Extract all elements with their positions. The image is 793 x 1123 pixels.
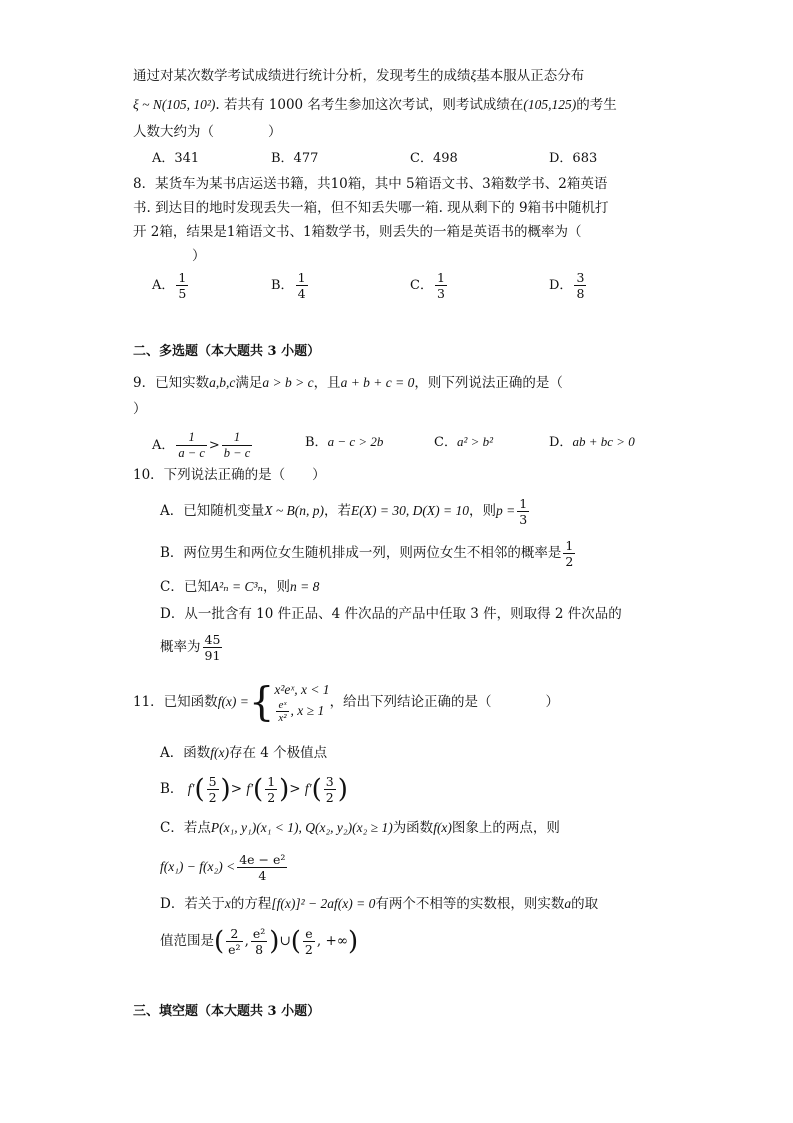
q10-a-t1: A．已知随机变量 <box>160 503 265 519</box>
den: 8 <box>255 942 264 957</box>
q8-option-d <box>549 270 588 301</box>
q10-c-t1: C．已知 <box>160 579 211 595</box>
q10-a-fraction <box>517 496 529 527</box>
q8-option-a <box>152 270 190 301</box>
q8-option-c <box>410 270 449 301</box>
q9-t3: ，且 <box>313 375 341 391</box>
q9-option-c <box>434 432 493 453</box>
q9-cond1: a > b > c <box>262 375 314 390</box>
q11-c-math: P(x₁, y₁)(x₁ < 1), Q(x₂, y₂)(x₂ ≥ 1) <box>210 820 393 835</box>
q8-a-label: A． <box>152 278 175 293</box>
q11-b-label: B． <box>160 781 184 797</box>
den: 3 <box>436 286 445 301</box>
num: 45 <box>204 632 221 647</box>
q11-d-a: a <box>564 896 572 911</box>
q8-d-fraction <box>574 270 586 301</box>
q10-option-d-line2 <box>160 632 224 663</box>
q11-d-t3: 有两个不相等的实数根，则实数 <box>375 896 565 912</box>
num: 4e − e² <box>239 852 286 867</box>
q9-a-label: A． <box>152 438 175 453</box>
q7-option-b: B．477 <box>271 151 319 166</box>
num: 1 <box>436 270 445 285</box>
q7-text: 通过对某次数学考试成绩进行统计分析，发现考生的成绩 <box>133 68 471 84</box>
q11-c-t3: 图象上的两点，则 <box>451 820 560 836</box>
q11-case2-frac <box>276 699 288 724</box>
q11-d-frac1 <box>226 926 242 957</box>
q9-c-label: C． <box>434 435 457 450</box>
paren-open: ( <box>290 926 301 957</box>
q8-line3: 开 2箱，结果是1箱语文书、1箱数学书，则丢失的一箱是英语书的概率为（ <box>133 224 582 240</box>
den: 8 <box>576 286 585 301</box>
q8-c-fraction <box>435 270 447 301</box>
q9-line2: ） <box>133 401 147 417</box>
den: x² <box>278 712 287 724</box>
q8-b-fraction <box>296 270 308 301</box>
q11-d-frac2 <box>251 926 267 957</box>
q11-fx: f(x) = <box>217 694 249 709</box>
num: 1 <box>176 430 206 446</box>
q11-option-d-line1 <box>160 894 598 914</box>
q11-c-fraction <box>237 852 287 883</box>
num: 1 <box>178 270 187 285</box>
den: 91 <box>204 648 221 663</box>
den: a − c <box>178 446 205 460</box>
q11-b-frac2 <box>265 774 277 805</box>
q9-d-math: ab + bc > 0 <box>572 434 635 449</box>
den: 2 <box>304 942 313 957</box>
num: eˣ <box>276 699 288 712</box>
q9-t2: 满足 <box>235 375 263 391</box>
q7-text2: . 若共有 1000 名考生参加这次考试，则考试成绩在 <box>215 97 524 113</box>
q7-line2 <box>133 95 617 115</box>
q8-c-label: C． <box>410 278 433 293</box>
q9-option-d <box>549 432 635 453</box>
q10-option-a <box>160 496 531 527</box>
q8-a-fraction <box>176 270 188 301</box>
q10-stem: 10．下列说法正确的是（ ） <box>133 467 326 483</box>
q8-d-label: D． <box>549 278 573 293</box>
q11-b-frac1 <box>207 774 219 805</box>
paren-open: ( <box>311 774 322 805</box>
paren-close: ) <box>337 774 348 805</box>
num: 1 <box>565 538 574 553</box>
q10-a-m3: p = <box>496 503 516 518</box>
q10-a-t3: ，则 <box>469 503 496 519</box>
q11-cases <box>274 681 329 724</box>
q10-option-d-line1: D．从一批含有 10 件正品、4 件次品的产品中任取 3 件，则取得 2 件次品的 <box>160 606 622 622</box>
q11-stem <box>133 672 559 732</box>
q7-interval: (105,125) <box>523 97 577 112</box>
q7-option-c: C．498 <box>410 151 458 166</box>
q11-c-t1: C．若点 <box>160 820 211 836</box>
q8-line1: 8．某货车为某书店运送书籍，共10箱，其中 5箱语文书、3箱数学书、2箱英语 <box>133 176 608 192</box>
q11-d-t2: 的方程 <box>230 896 272 912</box>
q10-a-t2: ，若 <box>324 503 352 519</box>
q8-b-label: B． <box>271 278 294 293</box>
num: 3 <box>325 774 334 789</box>
den: 4 <box>258 868 267 883</box>
num: 1 <box>519 496 528 511</box>
comma: , <box>244 933 249 949</box>
q11-d-math: [f(x)]² − 2af(x) = 0 <box>271 896 376 911</box>
num: 1 <box>267 774 276 789</box>
q11-t2: ，给出下列结论正确的是（ ） <box>329 694 560 710</box>
den: 4 <box>297 286 306 301</box>
gt: > <box>289 781 301 797</box>
q11-brace: { <box>248 679 275 726</box>
q9-a-gt: > <box>208 438 220 453</box>
den: 2 <box>565 554 574 569</box>
q8-line4: ） <box>192 248 206 264</box>
den: 2 <box>267 790 276 805</box>
q11-a-t2: 存在 4 个极值点 <box>228 745 328 761</box>
section-2-heading: 二、多选题（本大题共 3 小题） <box>133 344 321 359</box>
den: e² <box>228 942 241 957</box>
den: 3 <box>519 512 528 527</box>
q9-a-right-fraction <box>222 430 252 461</box>
num: 1 <box>222 430 252 446</box>
q11-b-frac3 <box>324 774 336 805</box>
q9-t4: ，则下列说法正确的是（ <box>414 375 563 391</box>
paren-close: ) <box>279 774 290 805</box>
q9-vars: a,b,c <box>209 375 236 390</box>
q11-a-math: f(x) <box>210 745 229 760</box>
q11-case2 <box>274 699 329 724</box>
q8-line2: 书. 到达目的地时发现丢失一箱，但不知丢失哪一箱. 现从剩下的 9箱书中随机打 <box>133 200 609 216</box>
q11-d-inf: , +∞ <box>316 933 349 949</box>
q7-xi: ξ <box>470 68 477 83</box>
q11-option-c-line2 <box>160 852 289 883</box>
q10-option-b <box>160 538 577 569</box>
q11-option-a <box>160 743 327 763</box>
q7-text3: 人数大约为（ ） <box>133 124 282 140</box>
q11-case1: x²eˣ, x < 1 <box>274 682 330 697</box>
paren-open: ( <box>214 926 225 957</box>
q10-a-m1: X ~ B(n, p) <box>264 503 325 518</box>
q9-b-math: a − c > 2b <box>327 434 384 449</box>
den: 5 <box>178 286 187 301</box>
den: 2 <box>325 790 334 805</box>
q10-c-math2: n = 8 <box>290 579 320 594</box>
paren-close: ) <box>269 926 280 957</box>
q11-option-c-line1 <box>160 818 560 838</box>
section-3-heading: 三、填空题（本大题共 3 小题） <box>133 1004 321 1019</box>
num: 2 <box>226 926 242 942</box>
q11-d-t4: 的取 <box>571 896 599 912</box>
q11-b-f3: f′ <box>304 781 312 796</box>
num: 3 <box>576 270 585 285</box>
q7-option-a: A．341 <box>152 151 200 166</box>
q10-option-c <box>160 577 319 597</box>
q11-d-t5: 值范围是 <box>160 933 214 949</box>
q11-a-t1: A．函数 <box>160 745 211 761</box>
q7-text2b: 的考生 <box>576 97 617 113</box>
paren-open: ( <box>253 774 264 805</box>
num: e² <box>252 926 266 941</box>
q10-a-m2: E(X) = 30, D(X) = 10 <box>351 503 469 518</box>
q9-b-label: B． <box>305 435 328 450</box>
q11-option-d-line2 <box>160 926 358 957</box>
gt: > <box>230 781 243 797</box>
paren-close: ) <box>348 926 359 957</box>
den: 2 <box>208 790 217 805</box>
q11-option-b <box>160 774 348 805</box>
q7-distribution: ξ ~ N(105, 10²) <box>133 97 216 112</box>
union: ∪ <box>279 933 291 949</box>
q11-c-t2: 为函数 <box>392 820 434 836</box>
q9-a-left-fraction <box>176 430 206 461</box>
q10-d-fraction <box>203 632 223 663</box>
q9-c-math: a² > b² <box>456 434 494 449</box>
q7-option-d: D．683 <box>549 151 598 166</box>
paren-open: ( <box>194 774 205 805</box>
q10-c-math: A²ₙ = C³ₙ <box>210 579 263 594</box>
paren-close: ) <box>220 774 231 805</box>
q11-t1: 11．已知函数 <box>133 694 218 710</box>
q11-d-x: x <box>224 896 231 911</box>
q9-option-a <box>152 430 254 461</box>
q7-text-b: 基本服从正态分布 <box>476 68 585 84</box>
q11-b-f2: f′ <box>246 781 254 796</box>
q7-line1 <box>133 66 584 86</box>
q10-c-t2: ，则 <box>263 579 290 595</box>
q9-d-label: D． <box>549 435 573 450</box>
num: 1 <box>297 270 306 285</box>
den: b − c <box>223 446 251 460</box>
q11-c-ineq: f(x₁) − f(x₂) < <box>160 859 236 874</box>
num: 5 <box>208 774 217 789</box>
q10-d-text: 概率为 <box>160 639 201 655</box>
q9-line1 <box>133 373 563 393</box>
q11-c-math2: f(x) <box>433 820 452 835</box>
num: e <box>303 926 315 942</box>
q8-option-b <box>271 270 310 301</box>
q11-b-f1: f′ <box>187 781 195 796</box>
q11-case2-cond: , x ≥ 1 <box>290 703 325 718</box>
q9-cond2: a + b + c = 0 <box>340 375 415 390</box>
q9-t1: 9．已知实数 <box>133 375 210 391</box>
q10-b-fraction <box>563 538 575 569</box>
q10-b-text: B．两位男生和两位女生随机排成一列，则两位女生不相邻的概率是 <box>160 545 562 561</box>
q11-d-frac3 <box>303 926 315 957</box>
q11-d-t1: D．若关于 <box>160 896 225 912</box>
q9-option-b <box>305 432 383 453</box>
q7-line3 <box>133 122 282 142</box>
